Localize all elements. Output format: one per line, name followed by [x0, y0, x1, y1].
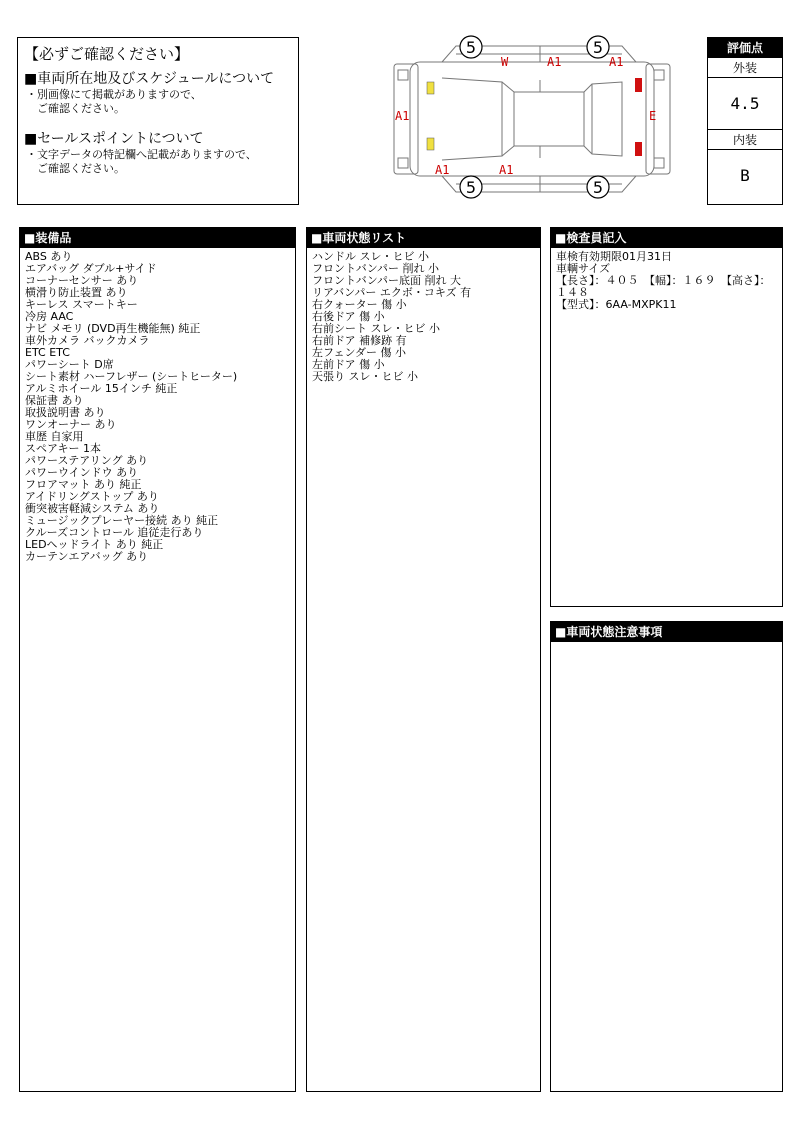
- condition-list: [307, 248, 540, 386]
- equipment-item: シート素材 ハーフレザー (シートヒーター): [25, 370, 238, 383]
- yellow-marker: [427, 82, 434, 94]
- score-box: [707, 37, 783, 205]
- damage-code: A1: [547, 55, 562, 69]
- equipment-panel: [19, 227, 296, 1092]
- equipment-item: 衝突被害軽減システム あり: [25, 502, 160, 515]
- equipment-item: ETC ETC: [25, 346, 70, 359]
- condition-notes-body: [551, 642, 782, 648]
- equipment-item: クルーズコントロール 追従走行あり: [25, 526, 204, 539]
- exterior-score: 4.5: [708, 78, 782, 130]
- equipment-item: コーナーセンサー あり: [25, 274, 139, 287]
- equipment-item: カーテンエアバッグ あり: [25, 550, 149, 563]
- tire-mark: 5: [592, 38, 604, 57]
- notice-heading-sales-point: ■セールスポイントについて: [24, 131, 204, 147]
- notice-text-location: ・別画像にて掲載がありますので、 ご確認ください。: [26, 88, 202, 115]
- condition-notes-header: ■車両状態注意事項: [551, 622, 782, 642]
- equipment-item: フロアマット あり 純正: [25, 478, 142, 491]
- inspector-panel: [550, 227, 783, 607]
- equipment-header: ■装備品: [20, 228, 295, 248]
- equipment-item: スペアキー 1本: [25, 442, 102, 455]
- car-damage-diagram: [392, 34, 672, 204]
- notice-text-sales-point: ・文字データの特記欄へ記載がありますので、 ご確認ください。: [26, 148, 257, 175]
- equipment-item: パワーシート D席: [25, 358, 114, 371]
- inspector-item: 【型式】：6AA-MXPK11: [556, 298, 677, 311]
- damage-code: A1: [435, 163, 450, 177]
- condition-item: 右前ドア 補修跡 有: [312, 334, 407, 347]
- notice-title: 【必ずご確認ください】: [24, 45, 190, 63]
- red-marker: [635, 142, 642, 156]
- tire-mark: 5: [592, 178, 604, 197]
- condition-item: 左フェンダー 傷 小: [312, 346, 407, 359]
- condition-header: ■車両状態リスト: [307, 228, 540, 248]
- equipment-item: 車外カメラ バックカメラ: [25, 334, 150, 347]
- equipment-item: パワーウインドウ あり: [25, 466, 139, 479]
- equipment-item: ナビ メモリ (DVD再生機能無) 純正: [25, 322, 201, 335]
- score-header: 評価点: [708, 38, 782, 58]
- interior-score: B: [740, 166, 750, 185]
- equipment-item: エアバッグ ダブル+サイド: [25, 262, 157, 275]
- condition-item: 天張り スレ・ヒビ 小: [312, 370, 418, 383]
- condition-item: リアバンパー エクボ・コキズ 有: [312, 286, 472, 299]
- damage-code: A1: [395, 109, 410, 123]
- equipment-item: 保証書 あり: [25, 394, 84, 407]
- equipment-item: ABS あり: [25, 250, 73, 263]
- tire-mark: 5: [465, 38, 477, 57]
- damage-code: A1: [499, 163, 514, 177]
- equipment-item: 取扱説明書 あり: [25, 406, 106, 419]
- condition-item: 左前ドア 傷 小: [312, 358, 385, 371]
- inspector-list: [551, 248, 782, 314]
- inspector-item: 車検有効期限01月31日: [556, 250, 672, 263]
- equipment-item: ミュージックプレーヤー接続 あり 純正: [25, 514, 219, 527]
- inspector-item: 車輌サイズ: [556, 262, 611, 275]
- damage-code: A1: [609, 55, 624, 69]
- condition-item: フロントバンパー底面 削れ 大: [312, 274, 462, 287]
- notice-heading-location: ■車両所在地及びスケジュールについて: [24, 71, 275, 87]
- condition-item: 右クォーター 傷 小: [312, 298, 407, 311]
- equipment-item: 横滑り防止装置 あり: [25, 286, 128, 299]
- damage-code: W: [501, 55, 509, 69]
- notice-box: [17, 37, 299, 205]
- equipment-item: アルミホイール 15インチ 純正: [25, 382, 178, 395]
- damage-code: E: [649, 109, 657, 123]
- red-marker: [635, 78, 642, 92]
- condition-item: 右前シート スレ・ヒビ 小: [312, 322, 440, 335]
- tire-mark: 5: [465, 178, 477, 197]
- equipment-list: [20, 248, 295, 566]
- equipment-item: アイドリングストップ あり: [25, 490, 159, 503]
- yellow-marker: [427, 138, 434, 150]
- equipment-item: パワーステアリング あり: [25, 454, 149, 467]
- condition-item: 右後ドア 傷 小: [312, 310, 385, 323]
- equipment-item: ワンオーナー あり: [25, 418, 117, 431]
- equipment-item: 冷房 AAC: [25, 310, 74, 323]
- interior-label: 内装: [708, 130, 782, 150]
- condition-panel: [306, 227, 541, 1092]
- condition-item: ハンドル スレ・ヒビ 小: [312, 250, 429, 263]
- equipment-item: 車歴 自家用: [25, 430, 84, 443]
- condition-item: フロントバンパー 削れ 小: [312, 262, 440, 275]
- condition-notes-panel: [550, 621, 783, 1092]
- exterior-label: 外装: [708, 58, 782, 78]
- equipment-item: キーレス スマートキー: [25, 298, 138, 311]
- inspector-header: ■検査員記入: [551, 228, 782, 248]
- equipment-item: LEDヘッドライト あり 純正: [25, 538, 164, 551]
- inspector-item: 【長さ】：４０５ 【幅】：１６９ 【高さ】：１４８: [556, 274, 771, 299]
